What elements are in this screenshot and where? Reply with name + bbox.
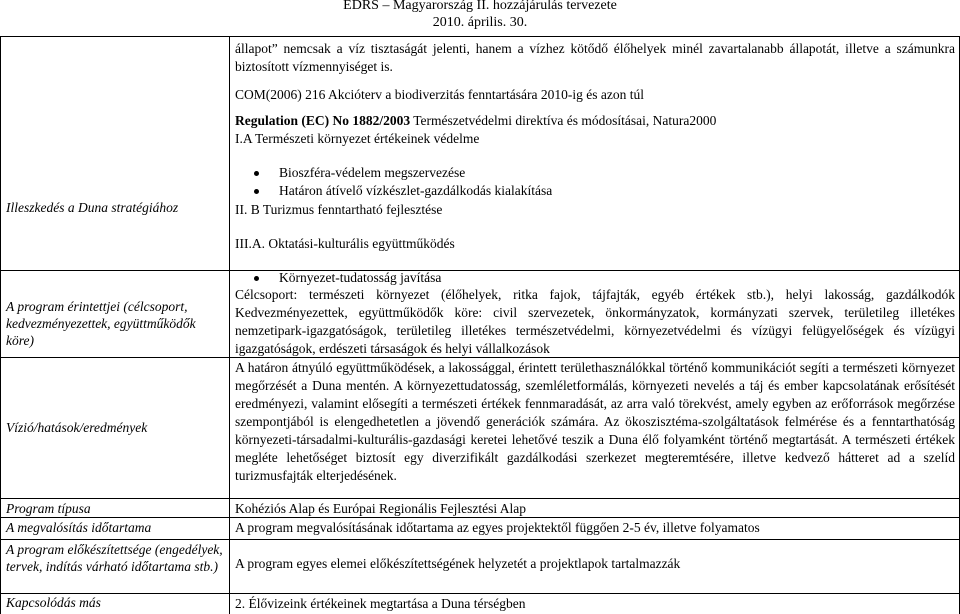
- label-vizio: Vízió/hatások/eredmények: [6, 420, 148, 435]
- header-date: 2010. április. 30.: [432, 15, 528, 30]
- list-item: Határon átívelő vízkészlet-gazdálkodás kialakítása: [235, 182, 955, 200]
- iiia-heading: III.A. Oktatási-kulturális együttműködés: [235, 236, 455, 251]
- label-illeszkedes: Illeszkedés a Duna stratégiához: [6, 200, 179, 215]
- header-title: EDRS – Magyarország II. hozzájárulás tervezete: [343, 0, 617, 13]
- regulation-reference: [235, 112, 955, 130]
- label-erintettjei: A program érintettjei (célcsoport, kedvezményezettek, együttműködők köre): [6, 299, 196, 348]
- illeszkedes-intro: állapot” nemcsak a víz tisztaságát jelenti, hanem a vízhez kötődő élőhelyek minél zavartalanabb állapotát, illetve a számunkra biztosított vízmennyiséget is.: [235, 41, 955, 74]
- table-column-divider: [229, 36, 230, 614]
- ia-bullet-list: [235, 164, 955, 200]
- label-kapcsolodas: Kapcsolódás más: [6, 595, 101, 610]
- regulation-number: Regulation (EC) No 1882/2003: [235, 113, 411, 128]
- iib-heading: II. B Turizmus fenntartható fejlesztése: [235, 202, 443, 217]
- label-idotartama: A megvalósítás időtartama: [6, 520, 152, 535]
- idotartama-text: A program megvalósításának időtartama az egyes projektektől függően 2-5 év, illetve folyamatos: [235, 520, 760, 535]
- table-border-left: [0, 36, 1, 614]
- ia-heading: I.A Természeti környezet értékeinek védelme: [235, 131, 480, 146]
- erintettjei-text: Célcsoport: természeti környezet (élőhelyek, ritka fajok, tájfajták, egyéb értékek stb.), helyi lakosság, gazdálkodók Kedvezményezettek, együttműködők köre: civil szervezetek, önkormányzatok, kormányzati szervek, területileg illetékes nemzetipark-igazgatóságok, területileg illetékes természetvédelmi, környezetvédelmi és vízügyi felügyelőségek és vízügyi igazgatóságok, erdészeti társaságok és helyi vállalkozások: [235, 287, 955, 356]
- kapcsolodas-text: 2. Élővizeink értékeinek megtartása a Duna térségben: [235, 596, 526, 611]
- label-program-tipusa: Program típusa: [6, 501, 91, 516]
- iiia-bullet-list: [235, 269, 955, 287]
- regulation-description: Természetvédelmi direktíva és módosításai, Natura2000: [410, 113, 717, 128]
- list-item: Környezet-tudatosság javítása: [235, 269, 955, 287]
- label-elokeszitettsege: A program előkészítettsége (engedélyek, tervek, indítás várható időtartama stb.): [6, 542, 223, 574]
- list-item: Bioszféra-védelem megszervezése: [235, 164, 955, 182]
- row-divider-5: [0, 539, 960, 540]
- program-tipusa-text: Kohéziós Alap és Európai Regionális Fejlesztési Alap: [235, 501, 526, 516]
- table-border-top: [0, 36, 960, 37]
- vizio-text: A határon átnyúló együttműködések, a lakossággal, érintett területhasználókkal történő kommunikációt segíti a természeti környezet megőrzését a Duna mentén. A környezettudatosság, szemléletformálás, környezeti nevelés a táj és ember kapcsolatának erősítését eredményezi, valamint elősegíti a természeti értékek fennmaradását, az arra való törekvést, amely egyben az erőforrások megőrzése szempontjából is elengedhetetlen a jövendő generációk számára. Az ökoszisztéma-szolgáltatások felmérése és a fenntarthatóság környezeti-társadalmi-kulturális-gazdasági keretei lehetővé teszik a Duna élő folyamként történő megtartását. A természeti értékek megléte lehetőséget biztosít egy diverzifikált gazdálkodási szerkezet megteremtésére, illetve kedvező hátteret ad a szelíd turizmusfajták elterjedésének.: [235, 360, 955, 483]
- row-divider-3: [0, 498, 960, 499]
- elokeszitettsege-text: A program egyes elemei előkészítettségének helyzetét a projektlapok tartalmazzák: [235, 556, 681, 571]
- com-reference: COM(2006) 216 Akcióterv a biodiverzitás fenntartására 2010-ig és azon túl: [235, 87, 645, 102]
